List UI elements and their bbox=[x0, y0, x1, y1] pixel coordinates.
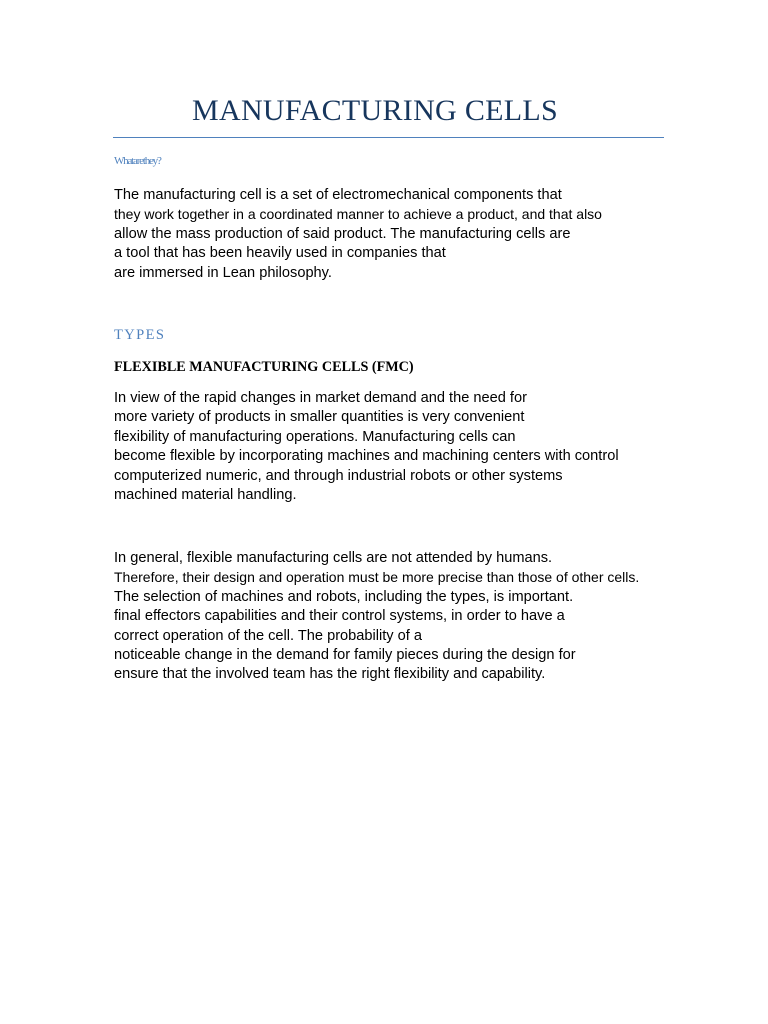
fmc-paragraph-2-line: In general, flexible manufacturing cells are not attended by humans. bbox=[114, 550, 553, 566]
fmc-paragraph-2-line: The selection of machines and robots, including the types, is important. bbox=[114, 588, 574, 605]
intro-line: are immersed in Lean philosophy. bbox=[114, 264, 332, 281]
document-subtitle: Whataretheу? bbox=[114, 155, 161, 167]
intro-line: they work together in a coordinated manner to achieve a product, and that also bbox=[114, 206, 602, 223]
fmc-paragraph-1-line: computerized numeric, and through industrial robots or other systems bbox=[114, 467, 563, 484]
intro-line: a tool that has been heavily used in companies that bbox=[114, 245, 446, 262]
intro-line: The manufacturing cell is a set of electromechanical components that bbox=[114, 187, 562, 203]
intro-line: allow the mass production of said product. The manufacturing cells are bbox=[114, 225, 571, 242]
fmc-paragraph-2-line: Therefore, their design and operation must be more precise than those of other cells. bbox=[114, 569, 640, 586]
fmc-paragraph-1-line: become flexible by incorporating machines and machining centers with control bbox=[114, 448, 619, 465]
title-underline bbox=[113, 137, 664, 138]
fmc-paragraph-2-line: ensure that the involved team has the right flexibility and capability. bbox=[114, 666, 546, 683]
fmc-paragraph-2-line: noticeable change in the demand for family pieces during the design for bbox=[114, 646, 576, 663]
fmc-paragraph-2-line: final effectors capabilities and their control systems, in order to have a bbox=[114, 608, 565, 625]
fmc-paragraph-1-line: machined material handling. bbox=[114, 486, 297, 503]
intro-paragraph bbox=[114, 186, 602, 283]
fmc-paragraph-2-line: correct operation of the cell. The probability of a bbox=[114, 627, 422, 644]
fmc-paragraph-1-line: flexibility of manufacturing operations. Manufacturing cells can bbox=[114, 428, 516, 445]
fmc-heading: FLEXIBLE MANUFACTURING CELLS (FMC) bbox=[114, 359, 414, 375]
fmc-paragraph-1-line: In view of the rapid changes in market demand and the need for bbox=[114, 390, 527, 406]
fmc-paragraph-2 bbox=[114, 549, 639, 685]
fmc-paragraph-1-line: more variety of products in smaller quantities is very convenient bbox=[114, 409, 525, 426]
fmc-paragraph-1 bbox=[114, 389, 619, 505]
section-heading-types: TYPES bbox=[114, 327, 166, 343]
document-title: MANUFACTURING CELLS bbox=[192, 94, 558, 127]
